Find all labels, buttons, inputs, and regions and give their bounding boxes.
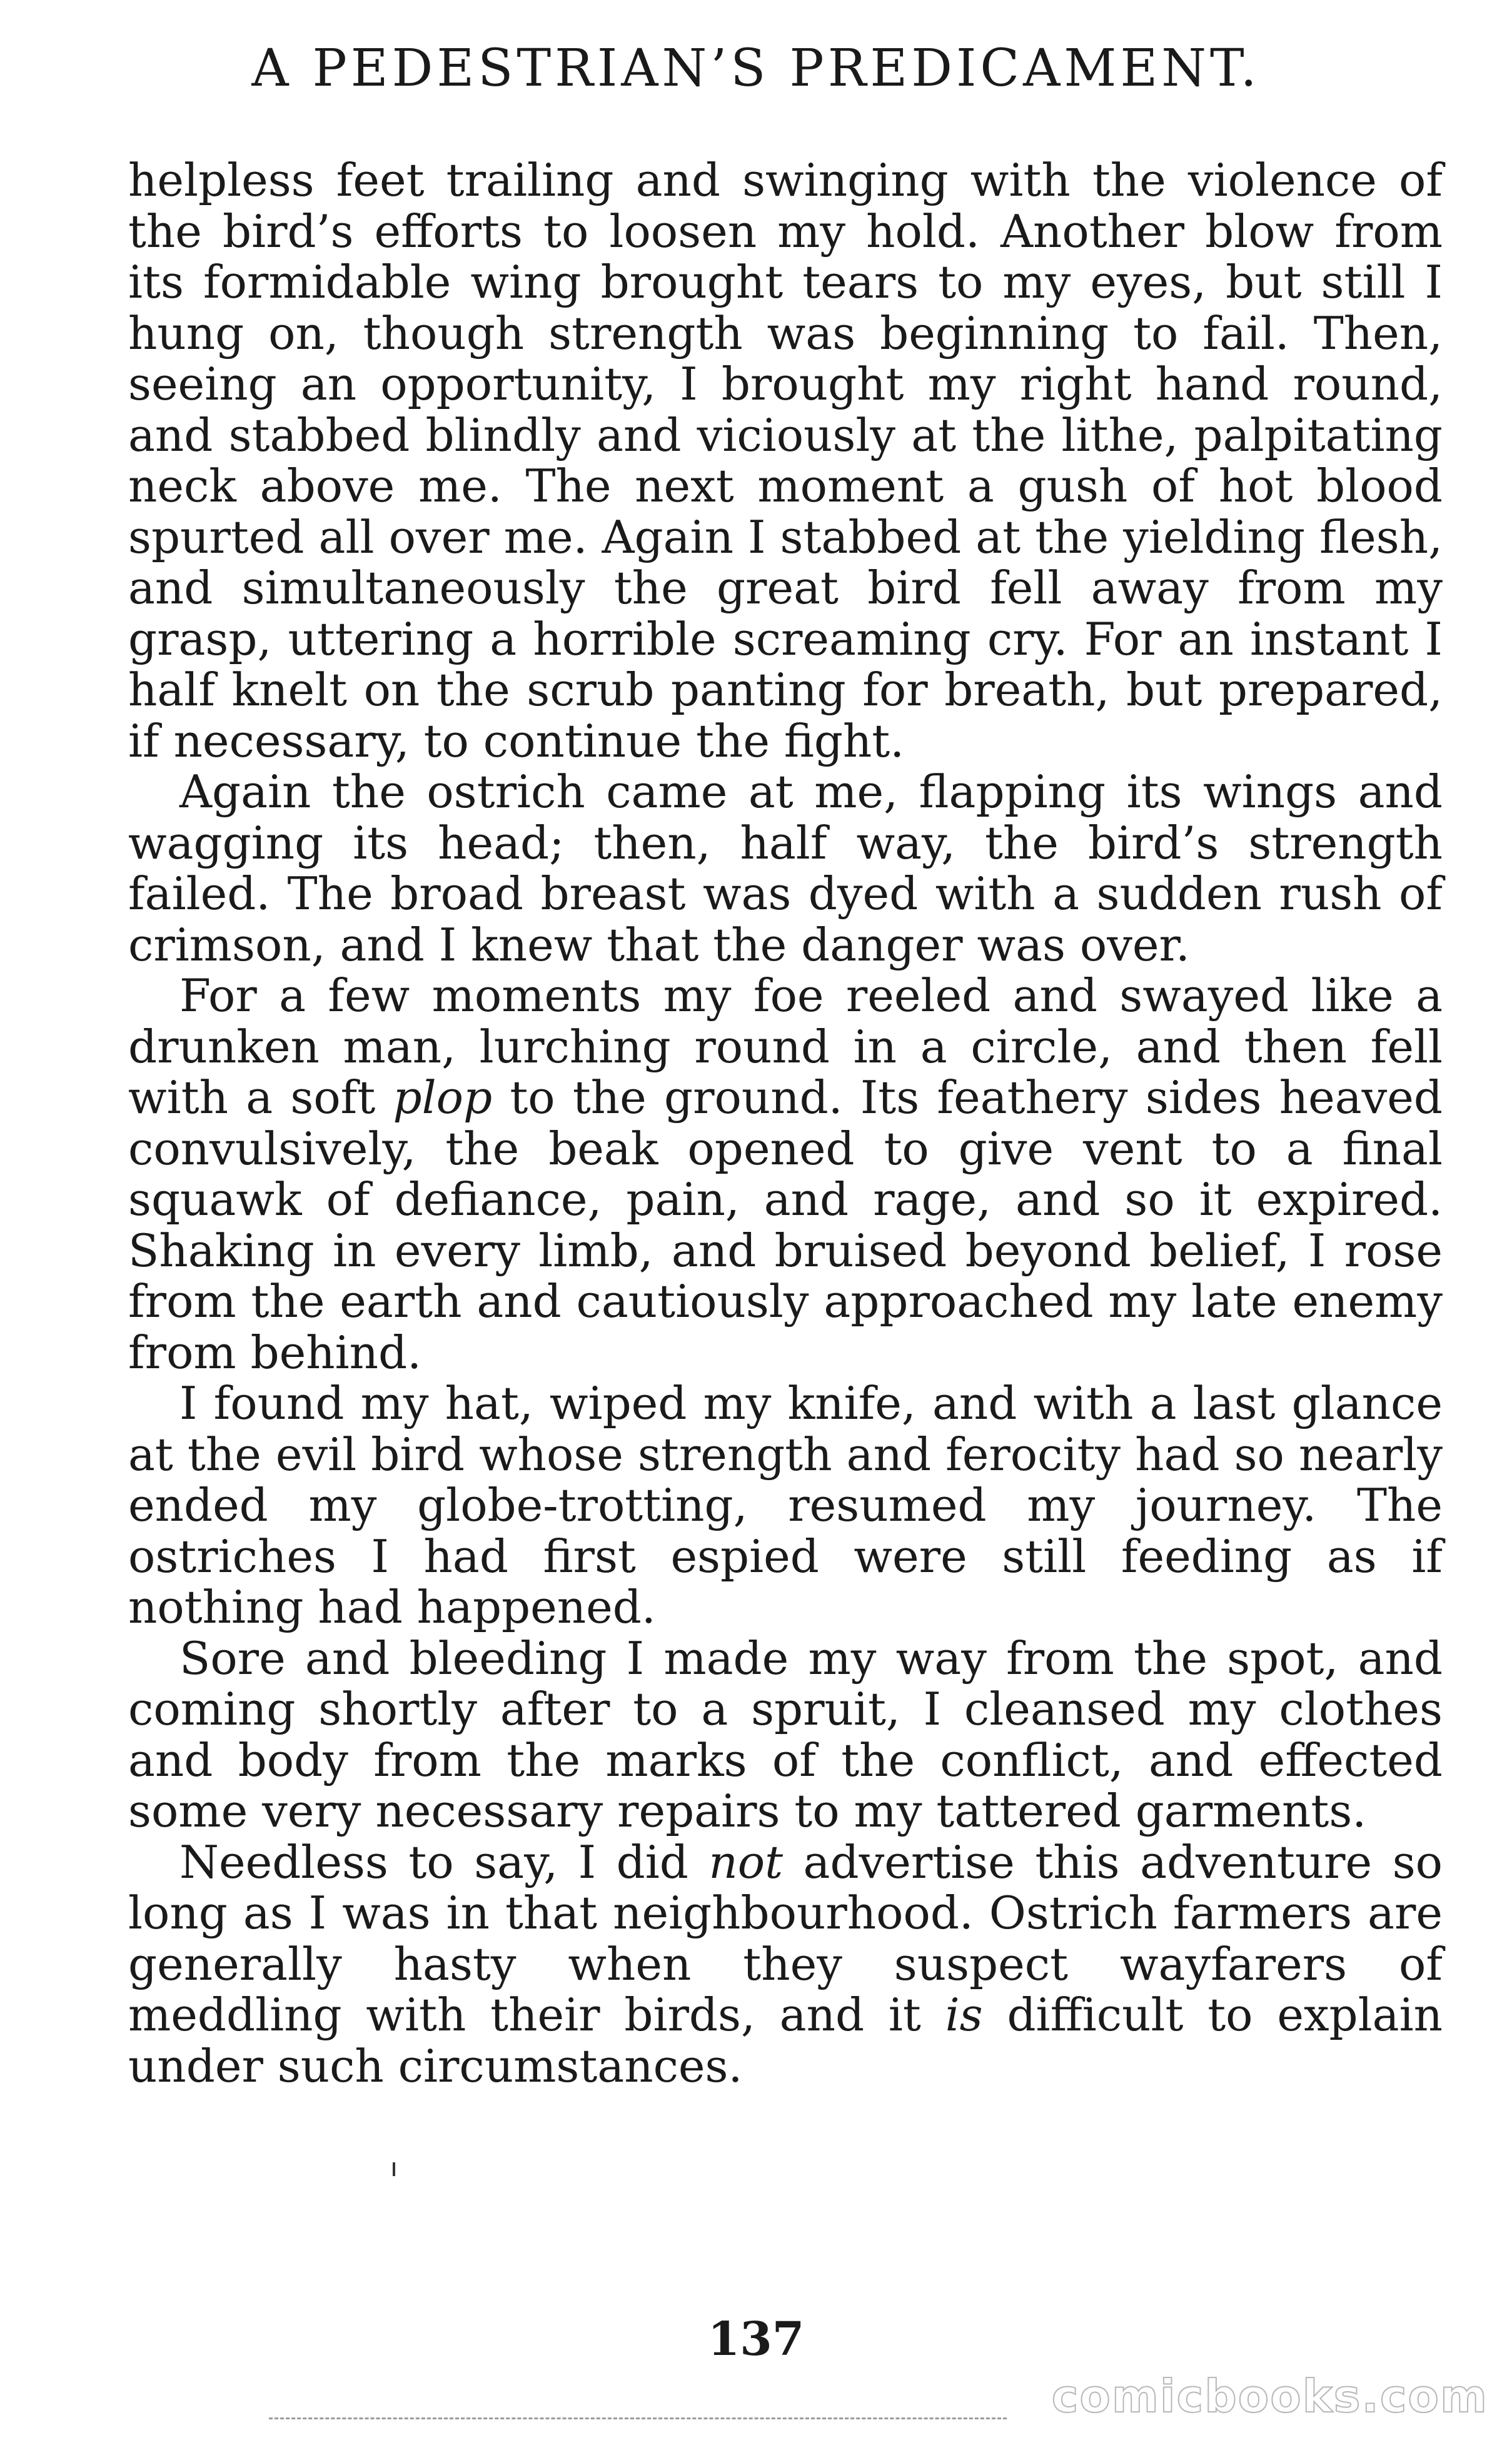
bottom-scan-rule (269, 2417, 1007, 2419)
italic-text: plop (393, 1071, 493, 1124)
text-run: to the ground. Its feathery sides heaved convulsively, the beak opened to give vent to a final squawk of defiance, pain, and rage, and so it expired. Shaking in every limb, and bruised beyond belief, I rose from the earth and cautiously approached my late enemy from behind. (128, 1071, 1443, 1379)
paragraph (128, 970, 1443, 1378)
text-run: For a few moments my foe reeled and swayed like a drunken man, lurching round in a circle, and then fell with a soft (128, 969, 1443, 1124)
paragraph (128, 767, 1443, 970)
text-run: Sore and bleeding I made my way from the spot, and coming shortly after to a spruit, I cleansed my clothes and body from the marks of the conflict, and effected some very necessary repairs to my tattered garments. (128, 1631, 1443, 1837)
text-run: difficult to explain under such circumstances. (128, 1989, 1443, 2092)
text-run: helpless feet trailing and swinging with the violence of the bird’s efforts to loosen my hold. Another blow from its formidable wing brought tears to my eyes, but still I hung on, though strength was beginning to fail. Then, seeing an opportunity, I brought my right hand round, and stabbed blindly and viciously at the lithe, palpitating neck above me. The next moment a gush of hot blood spurted all over me. Again I stabbed at the yielding flesh, and simultaneously the great bird fell away from my grasp, uttering a horrible screaming cry. For an instant I half knelt on the scrub panting for breath, but prepared, if necessary, to continue the fight. (128, 154, 1443, 767)
paragraph (128, 1633, 1443, 1837)
watermark: comicbooks.com (1051, 2370, 1488, 2422)
running-head: A PEDESTRIAN’S PREDICAMENT. (251, 39, 1261, 98)
text-run: Again the ostrich came at me, flapping its wings and wagging its head; then, half way, the bird’s strength failed. The broad breast was dyed with a sudden rush of crimson, and I knew that the danger was over. (128, 765, 1443, 971)
body-text (128, 155, 1443, 2092)
paragraph (128, 155, 1443, 767)
paragraph (128, 1378, 1443, 1633)
text-run: advertise this adventure so long as I was in that neighbourhood. Ostrich farmers are generally hasty when they suspect wayfarers of meddling with their birds, and it (128, 1835, 1443, 2041)
italic-text: not (708, 1835, 784, 1888)
paragraph (128, 1837, 1443, 2092)
stray-ink-mark (393, 2162, 395, 2176)
page-number: 137 (707, 2312, 805, 2366)
italic-text: is (945, 1989, 983, 2041)
text-run: Needless to say, I did (179, 1835, 709, 1888)
text-run: I found my hat, wiped my knife, and with a last glance at the evil bird whose strength and ferocity had so nearly ended my globe-trotting, resumed my journey. The ostriches I had first espied were still feeding as if nothing had happened. (128, 1377, 1443, 1633)
